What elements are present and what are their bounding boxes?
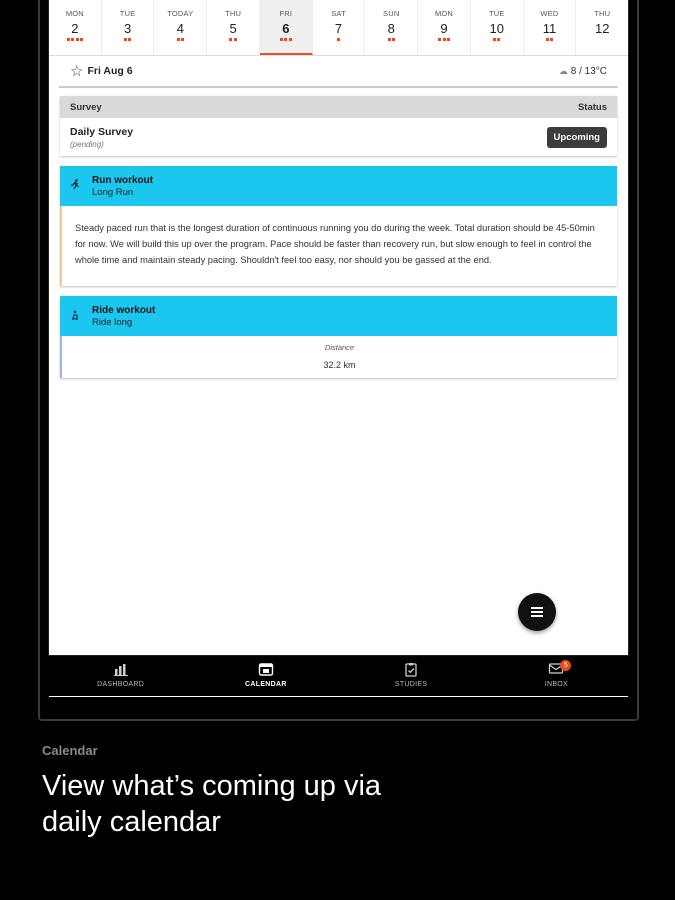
event-dot [443, 38, 446, 41]
event-dot [177, 38, 180, 41]
day-cell[interactable] [260, 0, 313, 55]
day-cell[interactable] [471, 0, 524, 55]
event-dot [234, 38, 237, 41]
day-number: 6 [282, 21, 290, 36]
event-dots [471, 38, 523, 44]
day-name: FRI [279, 9, 293, 18]
event-dot [289, 38, 292, 41]
event-dot [284, 38, 287, 41]
event-dot [493, 38, 496, 41]
run-workout-subtitle: Long Run [92, 186, 134, 198]
survey-table [60, 96, 617, 156]
event-dot [438, 38, 441, 41]
event-dot [392, 38, 395, 41]
nav-studies[interactable] [339, 656, 484, 696]
day-number: 10 [489, 21, 504, 36]
event-dots [260, 38, 312, 44]
day-cell[interactable] [576, 0, 628, 55]
day-cell[interactable] [154, 0, 207, 55]
list-menu-icon [531, 607, 543, 617]
survey-title: Daily Survey [70, 125, 134, 138]
day-number: 2 [71, 21, 79, 36]
day-name: MON [65, 9, 84, 18]
event-dots [154, 38, 206, 44]
event-dots [313, 38, 365, 44]
event-dot [388, 38, 391, 41]
survey-header-label: Survey [70, 101, 102, 113]
day-name: SAT [331, 9, 346, 18]
distance-label: Distance [324, 343, 355, 352]
ride-workout-subtitle: Ride long [92, 316, 133, 328]
nav-calendar-label: CALENDAR [245, 681, 287, 688]
day-cell[interactable] [418, 0, 471, 55]
day-number: 3 [123, 21, 132, 36]
day-cell[interactable] [524, 0, 577, 55]
day-number: 11 [542, 21, 557, 36]
day-name: THU [594, 9, 611, 18]
event-dot [124, 38, 127, 41]
ride-workout-header[interactable] [60, 296, 617, 336]
day-name: WED [540, 9, 559, 18]
event-dot [337, 38, 340, 41]
cloud-icon: ☁ [558, 65, 568, 76]
app-screen [48, 0, 629, 697]
event-dot [546, 38, 549, 41]
day-number: 12 [594, 21, 610, 36]
event-dot [229, 38, 232, 41]
day-name: TUE [119, 9, 136, 18]
event-dot [67, 38, 70, 41]
date-header [59, 56, 618, 88]
event-dots [49, 38, 101, 44]
nav-studies-label: STUDIES [394, 681, 428, 688]
nav-inbox[interactable] [484, 656, 629, 696]
bike-icon [70, 310, 80, 323]
week-strip [49, 0, 628, 56]
event-dots [207, 38, 259, 44]
day-cell[interactable] [365, 0, 418, 55]
day-number: 8 [387, 21, 395, 36]
ride-workout-title: Ride workout [92, 304, 156, 316]
weather [559, 66, 607, 77]
event-dot [550, 38, 553, 41]
day-name: TUE [488, 9, 505, 18]
day-cell[interactable] [207, 0, 260, 55]
event-dot [447, 38, 450, 41]
event-dots [418, 38, 470, 44]
event-dot [76, 38, 79, 41]
day-cell[interactable] [49, 0, 102, 55]
ride-distance [60, 336, 617, 378]
run-workout-header[interactable] [60, 166, 617, 206]
event-dots [365, 38, 417, 44]
bottom-nav [48, 655, 629, 696]
survey-header [60, 96, 617, 118]
event-dots [524, 38, 576, 44]
nav-calendar[interactable] [193, 656, 338, 696]
day-number: 9 [440, 21, 448, 36]
nav-dashboard-label: DASHBOARD [97, 681, 145, 688]
day-number: 4 [176, 21, 184, 36]
day-cell[interactable] [102, 0, 155, 55]
day-cell[interactable] [313, 0, 366, 55]
selected-date: Fri Aug 6 [87, 65, 133, 77]
event-dot [80, 38, 83, 41]
distance-value: 32.2 km [323, 360, 356, 370]
day-name: MON [434, 9, 454, 18]
bar-chart-icon [48, 662, 193, 678]
ride-workout-card[interactable] [60, 296, 617, 378]
status-header-label: Status [577, 101, 607, 113]
day-name: TODAY [167, 9, 194, 18]
status-badge[interactable]: Upcoming [547, 127, 607, 148]
day-name: SUN [383, 9, 400, 18]
weather-temp: 8 / 13°C [570, 65, 607, 77]
event-dots [576, 38, 628, 44]
nav-dashboard[interactable] [48, 656, 193, 696]
day-number: 7 [334, 21, 343, 36]
runner-icon [70, 179, 80, 193]
mail-icon [484, 662, 629, 678]
survey-subtitle: (pending) [70, 139, 104, 149]
event-dot [497, 38, 500, 41]
event-dot [280, 38, 283, 41]
event-dot [128, 38, 131, 41]
run-workout-card[interactable] [60, 166, 617, 286]
day-name: THU [225, 9, 242, 18]
caption-section-label: Calendar [42, 743, 98, 758]
event-dot [71, 38, 74, 41]
clipboard-check-icon [339, 662, 484, 678]
day-number: 5 [229, 21, 237, 36]
run-workout-description: Steady paced run that is the longest duration of continuous running you do during the week. Total duration should be 45-50min for now. We will build this up over the program. Pace should be faster than recovery run, but slow enough to feel in control the whole time and maintain steady pacing. Shouldn't feel too easy, nor should you be gassed at the end. [60, 206, 617, 286]
event-dots [102, 38, 154, 44]
caption-headline: View what’s coming up via daily calendar [42, 770, 382, 838]
menu-fab-button[interactable] [518, 593, 556, 631]
nav-inbox-label: INBOX [544, 681, 569, 688]
calendar-icon [193, 662, 338, 678]
star-icon[interactable]: ☆ [70, 62, 84, 80]
inbox-badge: 5 [560, 660, 571, 671]
survey-row-daily[interactable] [60, 118, 617, 156]
event-dot [181, 38, 184, 41]
run-workout-title: Run workout [92, 174, 154, 186]
